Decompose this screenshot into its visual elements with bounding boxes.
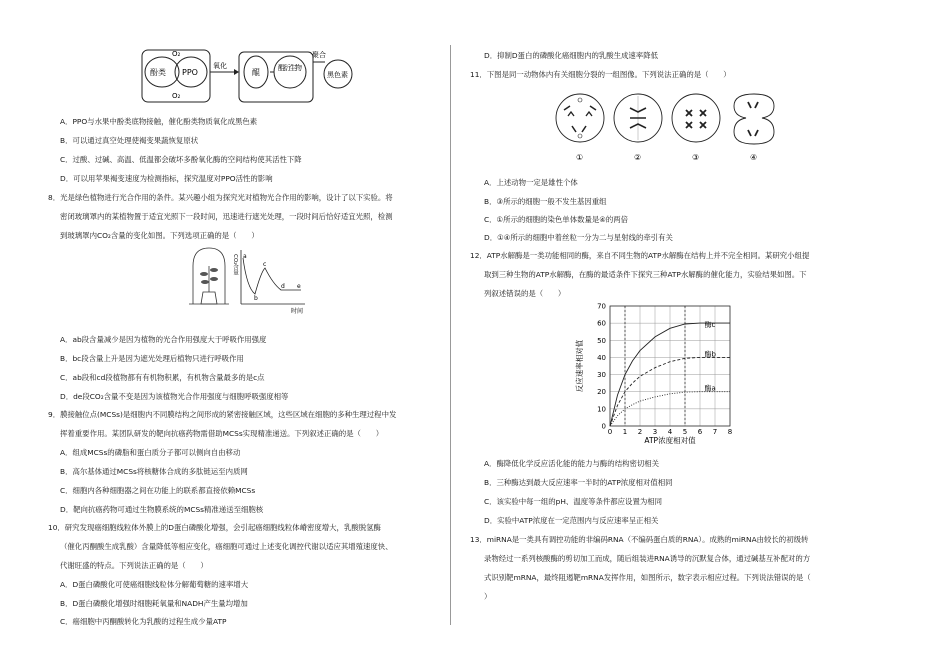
y-tick-label-0: 0 (601, 422, 606, 431)
x-axis-label: ATP浓度相对值 (644, 436, 696, 445)
y-axis-label: 反应速率相对值 (575, 339, 584, 393)
q11-option-d: D．①④所示的细胞中着丝粒一分为二与星射线的牵引有关 (484, 233, 673, 242)
q12-stem-line1: 12．ATP水解酶是一类功能相同的酶，来自不同生物的ATP水解酶在结构上并不完全相同。某研究小组提 (470, 251, 810, 260)
cell-2 (614, 94, 662, 142)
q12-option-d: D．实验中ATP浓度在一定范围内与反应速率呈正相关 (484, 516, 659, 525)
y-tick-label-2: 20 (597, 388, 606, 397)
phenol-label: 酚类 (150, 68, 166, 77)
cell-2-label: ② (634, 153, 642, 162)
quinone-label: 醌 (252, 68, 260, 77)
y-tick-label-6: 60 (597, 319, 606, 328)
q13-stem-line3: 式识别靶mRNA，最终阻遏靶mRNA发挥作用，如图所示，数字表示相应过程。下列说法错误的是（ (484, 573, 811, 582)
q11-option-a: A．上述动物一定是雄性个体 (484, 178, 578, 187)
x-tick-label-1: 1 (622, 428, 628, 436)
q12-stem-line3: 列叙述错误的是（ ） (484, 289, 566, 298)
series-label-酶a: 酶a (704, 384, 716, 393)
q10-stem-line3: 代谢旺盛的特点。下列说法正确的是（ ） (60, 561, 208, 570)
q11-option-c: C．①所示的细胞的染色单体数量是④的两倍 (484, 215, 629, 224)
q10-stem-line1: 10．研究发现癌细胞线粒体外膜上的D蛋白磷酸化增强，会引起癌细胞线粒体嵴密度增大，乳酸脱氢酶 (48, 523, 381, 532)
q10-option-d: D．抑制D蛋白的磷酸化癌细胞内的乳酸生成速率降低 (484, 51, 658, 60)
x-tick-label-2: 2 (637, 428, 643, 436)
q10-option-c: C．癌细胞中丙酮酸转化为乳酸的过程生成少量ATP (60, 617, 227, 626)
q8-point-e: e (297, 283, 301, 290)
q12-option-a: A．酶降低化学反应活化能的能力与酶的结构密切相关 (484, 459, 660, 468)
q9-stem-line1: 9．膜接触位点(MCSs)是细胞内不同膜结构之间形成的紧密接触区域，这些区域在细胞的多种生理过程中发 (48, 410, 397, 419)
q9-option-a: A．组成MCSs的磷脂和蛋白质分子都可以侧向自由移动 (60, 448, 241, 457)
q7-option-b: B．可以通过真空处理使褐变果蔬恢复原状 (60, 136, 199, 145)
q8-ylabel: CO₂含量 (232, 254, 238, 276)
right-column (470, 0, 950, 672)
cell-1-label: ① (576, 153, 584, 162)
q7-option-a: A．PPO与水果中酚类底物接触，催化酚类物质氧化成黑色素 (60, 117, 258, 126)
q8-stem-line3: 到玻璃罩内CO₂含量的变化如图。下列选项正确的是（ ） (60, 231, 259, 240)
q8-figure (185, 244, 315, 316)
q12-atp-hydrolase-chart (570, 298, 750, 448)
polymerize-label: 聚合 (312, 51, 326, 59)
quinone-derivative-label: 醌衍生物 (278, 64, 302, 72)
q8-option-d: D．de段CO₂含量不变是因为该植物光合作用强度与细胞呼吸强度相等 (60, 392, 289, 401)
x-tick-label-5: 5 (682, 428, 688, 436)
y-tick-label-5: 50 (597, 336, 606, 345)
cell-4 (734, 94, 774, 144)
o2-top-label: O₂ (172, 50, 181, 58)
series-label-酶b: 酶b (704, 350, 716, 359)
ppo-label: PPO (182, 68, 198, 77)
q11-cell-division-figure (550, 86, 780, 166)
q8-option-c: C．ab段和cd段植物都有有机物积累，有机物含量最多的是c点 (60, 373, 265, 382)
cell-3-label: ③ (692, 153, 700, 162)
q9-option-d: D．靶向抗癌药物可通过生物膜系统的MCSs精准递送至细胞核 (60, 505, 264, 514)
q8-option-a: A．ab段含量减少是因为植物的光合作用强度大于呼吸作用强度 (60, 335, 267, 344)
q12-stem-line2: 取到三种生物的ATP水解酶，在酶的最适条件下探究三种ATP水解酶的催化能力，实验结果如图。下 (484, 270, 807, 279)
cell-4-label: ④ (750, 153, 758, 162)
q8-stem-line2: 密闭玻璃罩内的某植物置于适宜光照下一段时间，迅速进行遮光处理，一段时间后恰好适宜光照，检测 (60, 212, 393, 221)
q8-option-b: B．bc段含量上升是因为遮光处理后植物只进行呼吸作用 (60, 354, 244, 363)
series-label-酶c: 酶c (704, 321, 716, 330)
q8-stem-line1: 8．光是绿色植物进行光合作用的条件。某兴趣小组为探究光对植物光合作用的影响，设计了以下实验。将 (48, 193, 393, 202)
x-tick-label-6: 6 (697, 428, 703, 436)
q8-point-d: d (281, 283, 285, 290)
q9-stem-line2: 挥着重要作用。某团队研发的靶向抗癌药物需借助MCSs实现精准递送。下列叙述正确的是（ ） (60, 429, 384, 438)
q8-point-b: b (254, 295, 258, 302)
q10-option-b: B．D蛋白磷酸化增强时细胞耗氧量和NADH产生量均增加 (60, 599, 248, 608)
melanin-label: 黑色素 (327, 71, 348, 79)
y-tick-label-3: 30 (597, 371, 606, 380)
o2-bottom-label: O₂ (172, 92, 181, 100)
q10-option-a: A．D蛋白磷酸化可使癌细胞线粒体分解葡萄糖的速率增大 (60, 580, 249, 589)
q9-option-c: C．细胞内各种细胞器之间在功能上的联系都直接依赖MCSs (60, 486, 256, 495)
x-tick-label-7: 7 (712, 428, 718, 436)
q13-stem-line1: 13．miRNA是一类具有调控功能的非编码RNA（不编码蛋白质的RNA）。成熟的miRNA由较长的初级转 (470, 535, 809, 544)
q8-point-a: a (243, 253, 247, 260)
x-tick-label-4: 4 (667, 428, 673, 436)
q11-stem: 11．下图是同一动物体内有关细胞分裂的一组图像。下列说法正确的是（ ） (470, 70, 731, 79)
y-tick-label-1: 10 (597, 405, 606, 414)
q13-stem-line4: ） (484, 592, 492, 601)
q13-stem-line2: 录物经过一系列核酸酶的剪切加工而成，随后组装进RNA诱导的沉默复合体，通过碱基互补配对的方 (484, 554, 811, 563)
cell-3 (672, 94, 720, 142)
q12-option-c: C．该实验中每一组的pH、温度等条件都应设置为相同 (484, 497, 663, 506)
oxidation-label: 氧化 (213, 62, 227, 70)
q9-option-b: B．高尔基体通过MCSs将核糖体合成的多肽链运至内质网 (60, 467, 248, 476)
column-divider (450, 45, 451, 625)
q11-option-b: B．③所示的细胞一般不发生基因重组 (484, 197, 607, 206)
q7-option-d: D．可以用苹果褐变速度为检测指标，探究温度对PPO活性的影响 (60, 174, 273, 183)
x-tick-label-3: 3 (652, 428, 658, 436)
q7-option-c: C．过酸、过碱、高温、低温都会破坏多酚氧化酶的空间结构使其活性下降 (60, 155, 302, 164)
browning-pathway-figure (112, 48, 362, 108)
q8-xlabel: 时间 (291, 308, 304, 315)
q8-point-c: c (263, 261, 267, 268)
y-tick-label-7: 70 (597, 302, 606, 311)
q12-option-b: B．三种酶达到最大反应速率一半时的ATP浓度相对值相同 (484, 478, 673, 487)
left-column (0, 0, 460, 672)
q10-stem-line2: （催化丙酮酸生成乳酸）含量降低等相应变化，癌细胞可通过上述变化调控代谢以适应其增殖速度快、 (60, 542, 393, 551)
x-tick-label-8: 8 (727, 428, 733, 436)
cell-1 (556, 94, 604, 142)
y-tick-label-4: 40 (597, 353, 606, 362)
x-tick-label-0: 0 (607, 428, 613, 436)
